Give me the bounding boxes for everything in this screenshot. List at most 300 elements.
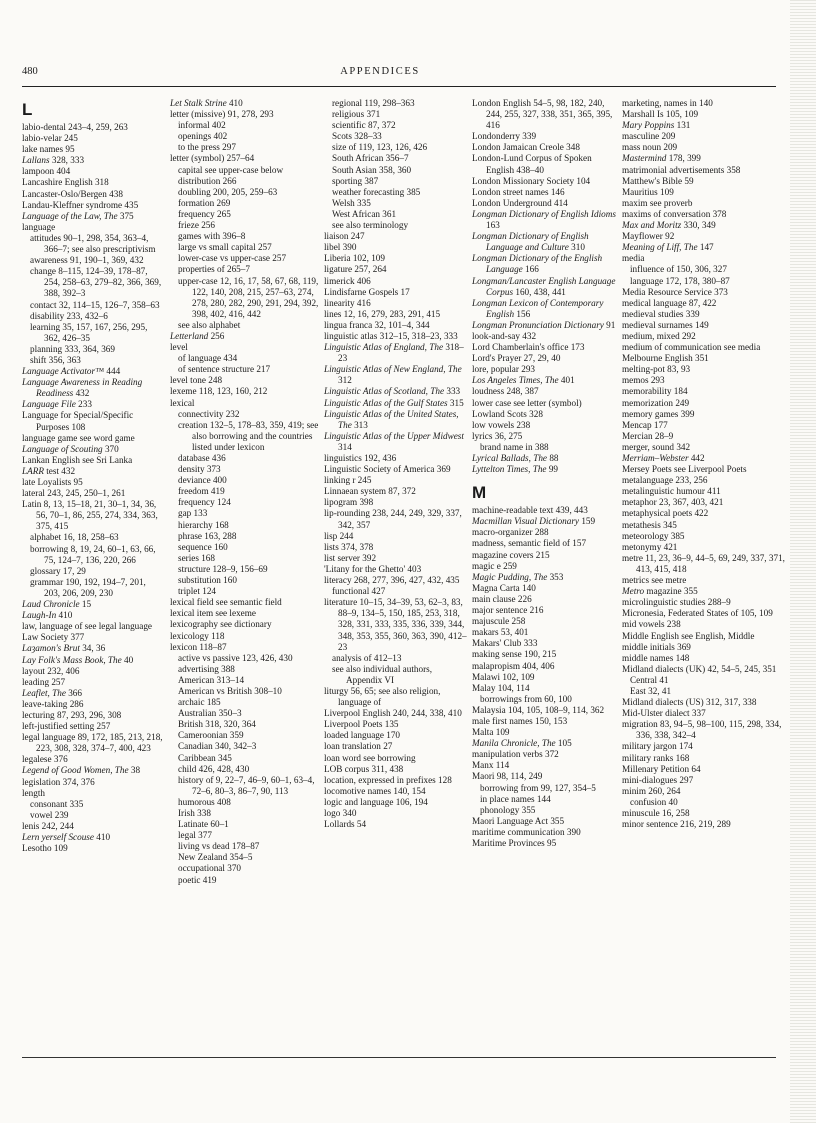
entry-pages: 40 (121, 654, 134, 665)
entry-pages: 166 (522, 264, 539, 275)
entry-title: Linguistic Atlas of the United States, The (324, 408, 459, 430)
index-entry: manipulation verbs 372 (472, 749, 559, 760)
index-entry: memos 293 (622, 375, 665, 386)
index-entry: lingua franca 32, 101–4, 344 (324, 319, 430, 330)
index-subentry: size of 119, 123, 126, 426 (332, 142, 428, 153)
index-subentry: lower-case vs upper-case 257 (178, 253, 287, 264)
index-entry: media (622, 253, 645, 264)
index-entry: malapropism 404, 406 (472, 660, 555, 671)
index-subentry: South African 356–7 (332, 153, 409, 164)
index-column-3 (324, 98, 469, 830)
index-subentry: Australian 350–3 (178, 708, 242, 719)
index-entry: logic and language 106, 194 (324, 796, 428, 807)
index-subentry: grammar 190, 192, 194–7, 201, 203, 206, 209, 230 (30, 576, 146, 598)
entry-pages: 15 (79, 599, 92, 610)
index-entry: Linguistic Society of America 369 (324, 464, 451, 475)
index-subentry: awareness 91, 190–1, 369, 432 (30, 255, 144, 266)
index-entry: Liverpool Poets 135 (324, 719, 399, 730)
header-rule (22, 86, 776, 87)
index-entry: liturgy 56, 65; see also religion, language of (324, 685, 441, 708)
entry-title: Magic Pudding, The (472, 571, 548, 582)
index-entry: minuscule 16, 258 (622, 808, 690, 818)
index-entry: main clause 226 (472, 593, 532, 604)
index-subentry: learning 35, 157, 167, 256, 295, 362, 426–35 (30, 321, 148, 343)
index-subentry: West African 361 (332, 208, 397, 219)
index-entry (472, 320, 622, 331)
index-entry: makars 53, 401 (472, 627, 529, 638)
index-entry: masculine 209 (622, 131, 676, 142)
index-entry: loaded language 170 (324, 730, 401, 741)
entry-title: Language of Scouting (22, 443, 103, 454)
index-subentry: South Asian 358, 360 (332, 164, 412, 175)
index-subentry: database 436 (178, 453, 226, 463)
index-subentry: influence of 150, 306, 327 (630, 264, 727, 275)
entry-pages: 333 (444, 386, 461, 397)
index-subentry: weather forecasting 385 (332, 186, 421, 197)
index-entry: medium, mixed 292 (622, 330, 696, 341)
index-entry (22, 466, 164, 477)
index-subentry: borrowings from 60, 100 (480, 693, 572, 704)
index-subentry: archaic 185 (178, 697, 221, 708)
entry-pages: 156 (514, 308, 531, 319)
index-entry: Londonderry 339 (472, 131, 537, 142)
entry-title: Linguistic Atlas of New England, The (324, 364, 462, 375)
index-column-5 (622, 98, 787, 830)
index-entry: maritime communication 390 (472, 826, 581, 837)
index-subentry: see also terminology (332, 220, 409, 231)
index-subentry: frequency 124 (178, 497, 231, 508)
index-entry: lore, popular 293 (472, 364, 536, 375)
index-entry: metaphysical poets 422 (622, 508, 709, 519)
entry-pages: 401 (558, 375, 575, 386)
index-entry: literacy 268, 277, 396, 427, 432, 435 (324, 575, 460, 586)
index-subentry: gap 133 (178, 508, 208, 519)
index-subentry: contact 32, 114–15, 126–7, 358–63 (30, 299, 160, 310)
index-entry: lip-rounding 238, 244, 249, 329, 337, 342, 357 (324, 508, 462, 530)
index-entry: late Loyalists 95 (22, 477, 83, 487)
entry-title: Meaning of Liff, The (622, 242, 698, 253)
index-subentry: Caribbean 345 (178, 752, 232, 763)
index-subentry: occupational 370 (178, 863, 242, 874)
entry-pages: test 432 (43, 465, 76, 476)
index-entry (472, 253, 622, 275)
index-subentry: Scots 328–33 (332, 131, 382, 142)
index-entry: Malawi 102, 109 (472, 671, 535, 682)
index-entry: labio-dental 243–4, 259, 263 (22, 122, 128, 132)
entry-title: Leaflet, The (22, 687, 66, 698)
index-entry: lisp 244 (324, 530, 354, 541)
index-entry: letter (missive) 91, 278, 293 (170, 109, 274, 120)
entry-title: Longman/Lancaster English Language Corpus (472, 275, 616, 297)
index-entry (22, 377, 164, 399)
index-entry (170, 331, 320, 342)
entry-pages: 38 (128, 765, 141, 776)
entry-pages: 442 (688, 453, 705, 463)
index-entry: maxim see proverb (622, 197, 693, 208)
index-entry (22, 643, 164, 654)
index-entry: medieval surnames 149 (622, 319, 709, 330)
index-entry: London Underground 414 (472, 197, 568, 208)
index-subentry: scientific 87, 372 (332, 120, 396, 131)
footer-rule (22, 1057, 776, 1058)
index-entry: lines 12, 16, 279, 283, 291, 415 (324, 308, 441, 319)
index-entry: memorability 184 (622, 386, 688, 397)
index-entry: lipogram 398 (324, 497, 374, 508)
index-subentry: advertising 388 (178, 663, 235, 674)
entry-title: Longman Pronunciation Dictionary (472, 319, 604, 330)
index-subentry: distribution 266 (178, 175, 237, 186)
index-subentry: phrase 163, 288 (178, 530, 237, 541)
index-entry (324, 364, 469, 386)
index-entry: legislation 374, 376 (22, 776, 95, 787)
index-entry: military ranks 168 (622, 752, 690, 763)
index-entry (472, 209, 622, 231)
index-entry: middle names 148 (622, 652, 690, 663)
index-entry: lecturing 87, 293, 296, 308 (22, 709, 122, 720)
entry-pages: 318–23 (338, 342, 464, 364)
index-entry: lake names 95 (22, 144, 75, 155)
index-subentry: hierarchy 168 (178, 519, 229, 530)
index-entry (22, 688, 164, 699)
index-entry: linguistics 192, 436 (324, 453, 397, 463)
entry-pages: 410 (93, 832, 111, 842)
index-entry: melting-pot 83, 93 (622, 364, 691, 375)
entry-title: Lern yerself Scouse (22, 832, 94, 842)
index-entry: Marshall Is 105, 109 (622, 109, 699, 120)
index-entry: meteorology 385 (622, 530, 685, 541)
entry-title: Linguistic Atlas of the Gulf States (324, 397, 448, 408)
index-entry: 'Litany for the Ghetto' 403 (324, 563, 422, 574)
entry-pages: 315 (447, 397, 464, 408)
entry-title: Language of the Law, The (22, 210, 118, 221)
index-subentry: deviance 400 (178, 475, 227, 486)
index-entry: mass noun 209 (622, 142, 678, 153)
index-subentry: phonology 355 (480, 804, 536, 815)
index-entry (324, 409, 469, 431)
index-entry: Manx 114 (472, 760, 510, 771)
index-entry (22, 765, 164, 776)
index-entry: LOB corpus 311, 438 (324, 763, 404, 774)
entry-title: Laugh-In (22, 610, 57, 621)
index-entry: lyrics 36, 275 (472, 430, 523, 441)
index-entry (472, 276, 622, 298)
index-subentry: of language 434 (178, 353, 238, 364)
index-entry: list server 392 (324, 552, 377, 563)
index-entry (472, 453, 622, 464)
index-entry: layout 232, 406 (22, 665, 80, 676)
entry-pages: 99 (546, 464, 558, 475)
index-subentry: connectivity 232 (178, 408, 240, 419)
index-subentry: regional 119, 298–363 (332, 98, 415, 108)
index-entry: lexical field see semantic field (170, 597, 282, 608)
index-entry (622, 120, 787, 131)
section-letter: M (472, 483, 487, 503)
entry-pages: 105 (555, 738, 572, 749)
index-entry: letter (symbol) 257–64 (170, 153, 255, 164)
index-subentry: series 168 (178, 552, 215, 563)
index-subentry: of sentence structure 217 (178, 364, 271, 375)
index-subentry: games with 396–8 (178, 231, 246, 242)
index-column-2 (170, 98, 320, 886)
index-entry (324, 386, 469, 397)
entry-title: Macmillan Visual Dictionary (472, 516, 580, 527)
index-entry: madness, semantic field of 157 (472, 538, 587, 549)
index-entry: language game see word game (22, 432, 135, 443)
index-entry: military jargon 174 (622, 741, 693, 752)
index-entry: male first names 150, 153 (472, 715, 568, 726)
index-subentry: substitution 160 (178, 575, 237, 586)
index-entry: maxims of conversation 378 (622, 208, 727, 219)
index-entry: metrics see metre (622, 575, 687, 586)
index-entry: minim 260, 264 (622, 785, 681, 796)
entry-title: Lallans (22, 155, 50, 166)
index-entry (22, 832, 164, 843)
index-subentry: borrowing 8, 19, 24, 60–1, 63, 66, 75, 124–7, 136, 220, 266 (30, 543, 156, 565)
entry-pages: 370 (102, 443, 119, 454)
index-entry (22, 155, 164, 166)
index-subentry: sequence 160 (178, 541, 228, 552)
index-subentry: see also alphabet (178, 319, 241, 330)
index-entry: locomotive names 140, 154 (324, 785, 426, 796)
index-subentry: informal 402 (178, 120, 226, 131)
index-subentry: planning 333, 364, 369 (30, 343, 115, 354)
index-entry: majuscule 258 (472, 616, 526, 627)
index-entry: Lord Chamberlain's office 173 (472, 342, 585, 353)
index-subentry: humorous 408 (178, 796, 231, 807)
index-entry: Mercian 28–9 (622, 430, 674, 441)
index-entry: Maori 98, 114, 249 (472, 771, 543, 782)
index-entry: language (22, 221, 56, 232)
entry-title: Linguistic Atlas of the Upper Midwest (324, 430, 464, 441)
index-entry: Liverpool English 240, 244, 338, 410 (324, 708, 462, 719)
index-entry: legal language 89, 172, 185, 213, 218, 223, 308, 328, 374–7, 400, 423 (22, 732, 163, 754)
index-entry: Landau-Kleffner syndrome 435 (22, 199, 139, 210)
index-subentry: freedom 419 (178, 486, 225, 497)
index-entry: Midland dialects (UK) 42, 54–5, 245, 351 (622, 663, 777, 674)
index-entry (324, 342, 469, 364)
index-entry: level tone 248 (170, 375, 223, 386)
entry-pages: magazine 355 (644, 586, 698, 597)
entry-title: Los Angeles Times, The (472, 375, 559, 386)
index-entry (22, 444, 164, 455)
index-subentry: language 172, 178, 380–87 (630, 275, 730, 286)
index-subentry: frequency 265 (178, 208, 231, 219)
index-entry: metre 11, 23, 36–9, 44–5, 69, 249, 337, 371, 413, 415, 418 (622, 552, 785, 574)
entry-pages: 330, 349 (681, 220, 716, 231)
index-subentry: sporting 387 (332, 175, 379, 186)
index-entry: Mersey Poets see Liverpool Poets (622, 464, 747, 475)
entry-title: Language File (22, 399, 76, 410)
index-entry: Mid-Ulster dialect 337 (622, 708, 706, 719)
index-entry (622, 586, 787, 597)
entry-pages: 91 (603, 319, 616, 330)
entry-pages: 256 (208, 330, 225, 341)
index-entry: legalese 376 (22, 754, 68, 765)
index-entry: lateral 243, 245, 250–1, 261 (22, 488, 126, 499)
index-entry (22, 366, 164, 377)
entry-title: Longman Dictionary of English Idioms (472, 208, 616, 219)
index-entry: left-justified setting 257 (22, 721, 111, 732)
index-entry: Malay 104, 114 (472, 682, 530, 693)
index-subentry: to the press 297 (178, 142, 236, 153)
index-subentry: attitudes 90–1, 298, 354, 363–4, 366–7; see also prescriptivism (30, 232, 156, 255)
entry-pages: 366 (65, 687, 82, 698)
entry-title: Mary Poppins (622, 120, 675, 131)
index-entry: look-and-say 432 (472, 330, 537, 341)
index-entry: libel 390 (324, 242, 357, 253)
index-entry: magazine covers 215 (472, 549, 550, 560)
index-entry (622, 153, 787, 164)
index-entry: medium of communication see media (622, 342, 761, 353)
entry-title: Lay Folk's Mass Book, The (22, 654, 122, 665)
index-entry: merger, sound 342 (622, 441, 691, 452)
index-subentry: glossary 17, 29 (30, 565, 86, 576)
index-entry: Maritime Provinces 95 (472, 838, 557, 848)
index-subentry: see also individual authors, Appendix VI (332, 663, 433, 685)
entry-title: Language Activator™ (22, 366, 105, 377)
index-entry (622, 453, 787, 464)
index-entry: linking r 245 (324, 475, 372, 486)
index-entry: limerick 406 (324, 275, 371, 286)
index-entry: Lowland Scots 328 (472, 408, 543, 419)
index-entry: metalinguistic humour 411 (622, 486, 721, 497)
entry-title: Laȝamon's Brut (22, 643, 80, 654)
index-entry: labio-velar 245 (22, 133, 78, 144)
index-entry: Media Resource Service 373 (622, 286, 728, 297)
index-entry (472, 375, 622, 386)
entry-pages: 353 (547, 571, 564, 582)
index-entry: Lindisfarne Gospels 17 (324, 286, 410, 297)
running-head: APPENDICES (340, 66, 420, 77)
entry-pages: 410 (56, 610, 73, 621)
index-entry: memorization 249 (622, 397, 690, 408)
index-entry: middle initials 369 (622, 641, 691, 652)
index-subentry: change 8–115, 124–39, 178–87, 254, 258–63, 279–82, 366, 369, 388, 392–3 (30, 266, 162, 299)
index-entry: law, language of see legal language (22, 621, 153, 632)
index-subentry: frieze 256 (178, 220, 215, 231)
index-subentry: large vs small capital 257 (178, 242, 272, 253)
index-entry: lower case see letter (symbol) (472, 397, 582, 408)
index-entry (22, 610, 164, 621)
index-entry: Mencap 177 (622, 419, 668, 430)
index-entry: Latin 8, 13, 15–18, 21, 30–1, 34, 36, 56, 70–1, 86, 255, 274, 334, 363, 375, 415 (22, 499, 158, 532)
index-subentry: creation 132–5, 178–83, 359, 419; see also borrowing and the countries listed under lexicon (178, 419, 319, 452)
index-entry: matrimonial advertisements 358 (622, 164, 741, 175)
index-entry: length (22, 787, 45, 798)
index-entry: Malaysia 104, 105, 108–9, 114, 362 (472, 704, 605, 715)
index-subentry: consonant 335 (30, 798, 84, 809)
index-entry: Mauritius 109 (622, 186, 674, 197)
entry-pages: 314 (338, 441, 352, 452)
index-column-4 (472, 98, 622, 849)
index-entry: leave-taking 286 (22, 698, 84, 709)
index-entry (22, 655, 164, 666)
index-entry: machine-readable text 439, 443 (472, 505, 588, 516)
entry-pages: 160, 438, 441 (513, 286, 566, 297)
entry-pages: 34, 36 (79, 643, 106, 654)
entry-title: Lyrical Ballads, The (472, 453, 548, 463)
entry-title: Linguistic Atlas of England, The (324, 342, 444, 353)
section-letter: L (22, 100, 33, 119)
index-entry: Midland dialects (US) 312, 317, 338 (622, 697, 757, 708)
index-subentry: upper-case 12, 16, 17, 58, 67, 68, 119, 122, 140, 208, 215, 257–63, 274, 278, 280, 282, 290, 291, 294, 392, 398, 402, 416, 442 (178, 275, 319, 319)
entry-title: Linguistic Atlas of Scotland, The (324, 386, 445, 397)
index-entry: Liberia 102, 109 (324, 253, 385, 264)
index-subentry: density 373 (178, 464, 221, 475)
entry-title: Merriam–Webster (622, 453, 689, 463)
index-entry: London Missionary Society 104 (472, 175, 591, 186)
index-entry: Lancashire English 318 (22, 177, 109, 188)
index-entry: Lancaster-Oslo/Bergen 438 (22, 188, 123, 199)
entry-title: Longman Dictionary of English Language and Culture (472, 231, 589, 253)
entry-title: Laud Chronicle (22, 599, 80, 610)
index-entry: migration 83, 94–5, 98–100, 115, 298, 334, 336, 338, 342–4 (622, 719, 782, 741)
index-entry: lampoon 404 (22, 166, 71, 177)
index-subentry: openings 402 (178, 131, 228, 142)
index-entry: metalanguage 233, 256 (622, 475, 708, 486)
index-entry (472, 738, 622, 749)
index-subentry: disability 233, 432–6 (30, 310, 108, 321)
entry-title: Mastermind (622, 153, 667, 164)
index-subentry: Cameroonian 359 (178, 730, 244, 741)
index-subentry: doubling 200, 205, 259–63 (178, 186, 278, 197)
index-entry: logo 340 (324, 808, 357, 818)
index-entry: medical language 87, 422 (622, 297, 717, 308)
index-entry: lexical (170, 397, 195, 408)
index-subentry: structure 128–9, 156–69 (178, 563, 268, 574)
index-subentry: New Zealand 354–5 (178, 852, 253, 863)
index-column-1 (22, 98, 164, 854)
index-entry: lists 374, 378 (324, 541, 374, 552)
entry-title: Longman Dictionary of the English Language (472, 253, 603, 275)
index-subentry: borrowing from 99, 127, 354–5 (480, 782, 596, 793)
entry-pages: 328, 333 (49, 155, 85, 166)
index-subentry: alphabet 16, 18, 258–63 (30, 532, 119, 543)
index-entry: marketing, names in 140 (622, 98, 713, 108)
index-entry: Law Society 377 (22, 632, 85, 643)
index-entry: lexical item see lexeme (170, 608, 256, 619)
index-entry: Malta 109 (472, 727, 510, 738)
entry-pages: 432 (73, 388, 90, 399)
entry-title: Longman Lexicon of Contemporary English (472, 297, 604, 319)
index-entry: leading 257 (22, 676, 66, 687)
index-entry: Maori Language Act 355 (472, 815, 565, 826)
index-subentry: American 313–14 (178, 674, 245, 685)
index-entry: mini-dialogues 297 (622, 774, 694, 785)
entry-pages: 178, 399 (666, 153, 701, 164)
index-entry: metaphor 23, 367, 403, 421 (622, 497, 724, 508)
index-entry: medieval studies 339 (622, 308, 700, 319)
entry-title: Letterland (170, 330, 209, 341)
index-entry: literature 10–15, 34–39, 53, 62–3, 83, 88–9, 134–5, 150, 185, 253, 318, 328, 331, 333, 335, 336, 339, 344, 348, 353, 355, 360, 363, 390, 412–23 (324, 597, 467, 652)
index-entry (324, 431, 469, 453)
index-entry (472, 231, 622, 253)
index-entry (22, 211, 164, 222)
index-entry (622, 220, 787, 231)
index-entry (472, 464, 622, 475)
index-entry: liaison 247 (324, 231, 365, 242)
index-subentry: Latinate 60–1 (178, 819, 229, 830)
index-entry: London-Lund Corpus of Spoken English 438–40 (472, 153, 592, 175)
index-subentry: Central 41 (630, 674, 669, 685)
entry-pages: 444 (104, 366, 121, 377)
index-entry: Lankan English see Sri Lanka (22, 454, 133, 465)
index-entry: major sentence 216 (472, 605, 544, 616)
index-subentry: American vs British 308–10 (178, 685, 282, 696)
entry-pages: 312 (338, 375, 352, 386)
index-entry: Lesotho 109 (22, 843, 68, 854)
index-subentry: religious 371 (332, 109, 381, 120)
